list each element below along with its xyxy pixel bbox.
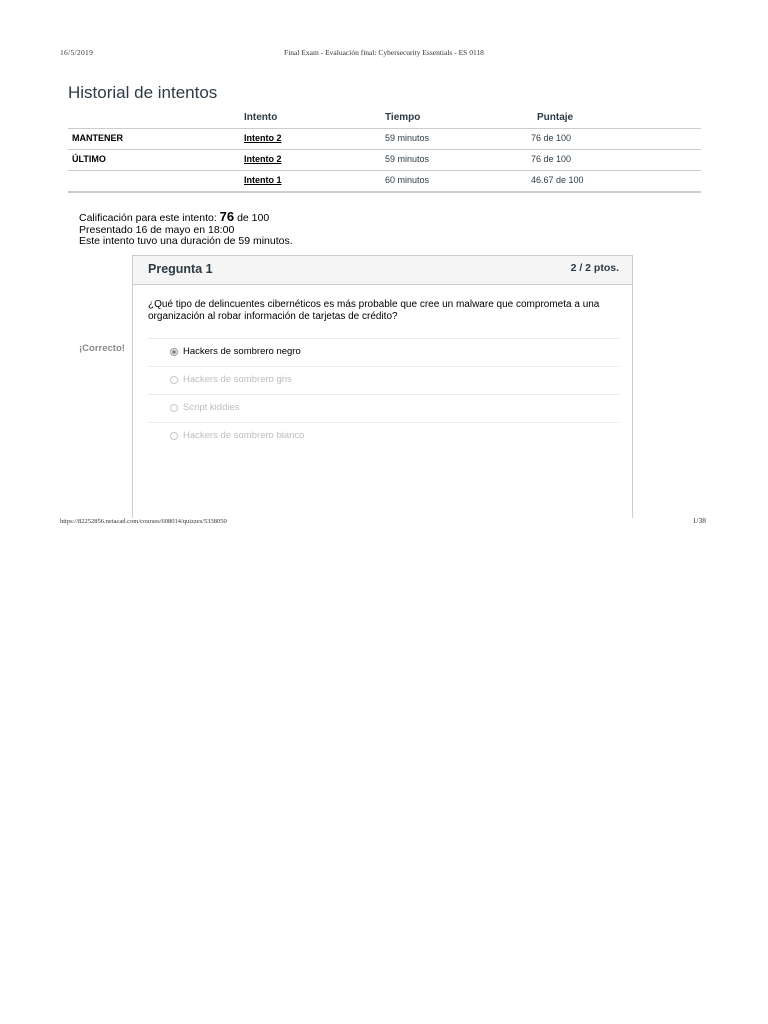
grade-prefix: Calificación para este intento: — [79, 212, 217, 224]
table-row — [68, 171, 701, 193]
attempt-summary — [79, 211, 293, 248]
radio-icon[interactable] — [170, 376, 178, 384]
attempt-link[interactable]: Intento 2 — [244, 154, 282, 164]
grade-suffix: de 100 — [237, 212, 270, 224]
attempt-score: 46.67 de 100 — [531, 175, 584, 185]
answer-text: Hackers de sombrero negro — [183, 346, 301, 357]
answer-option[interactable] — [148, 366, 619, 394]
attempt-time: 60 minutos — [385, 175, 430, 185]
header-score: Puntaje — [537, 112, 574, 123]
attempt-link[interactable]: Intento 1 — [244, 175, 282, 185]
attempt-history-title: Historial de intentos — [68, 83, 218, 102]
answer-option[interactable] — [148, 422, 619, 450]
table-row — [68, 129, 701, 150]
print-document-title: Final Exam - Evaluación final: Cybersecurity Essentials - ES 0118 — [284, 48, 484, 57]
answer-list — [148, 338, 619, 450]
radio-icon[interactable] — [170, 432, 178, 440]
attempt-link[interactable]: Intento 2 — [244, 133, 282, 143]
radio-icon[interactable] — [170, 404, 178, 412]
attempt-history-table — [68, 108, 701, 193]
print-page-number: 1/38 — [692, 516, 706, 525]
question-header — [133, 256, 632, 285]
duration-line: Este intento tuvo una duración de 59 minutos. — [79, 235, 293, 247]
question-title: Pregunta 1 — [148, 262, 213, 276]
attempt-score: 76 de 100 — [531, 154, 572, 164]
attempt-history-header-row — [68, 108, 701, 129]
attempt-time: 59 minutos — [385, 133, 430, 143]
print-date: 16/5/2019 — [60, 48, 94, 57]
print-footer — [0, 516, 768, 528]
answer-text: Hackers de sombrero gris — [183, 374, 292, 385]
answer-text: Hackers de sombrero blanco — [183, 430, 305, 441]
answer-option[interactable] — [148, 394, 619, 422]
grade-value: 76 — [219, 209, 235, 224]
attempt-score: 76 de 100 — [531, 133, 572, 143]
submitted-line: Presentado 16 de mayo en 18:00 — [79, 223, 235, 236]
question-points: 2 / 2 ptos. — [570, 262, 619, 274]
header-time: Tiempo — [385, 112, 421, 123]
table-row — [68, 150, 701, 171]
radio-selected-icon[interactable] — [170, 348, 178, 356]
answer-text: Script kiddies — [183, 402, 240, 413]
question-text: ¿Qué tipo de delincuentes cibernéticos es más probable que cree un malware que comprometa a una organización al robar información de tarjetas de crédito? — [148, 299, 600, 322]
header-attempt: Intento — [244, 112, 278, 123]
attempt-row-label: ÚLTIMO — [72, 154, 106, 164]
grade-line — [79, 211, 293, 225]
correct-status-label: ¡Correcto! — [79, 343, 125, 354]
attempt-row-label: MANTENER — [72, 133, 123, 143]
attempt-time: 59 minutos — [385, 154, 430, 164]
answer-option[interactable] — [148, 338, 619, 366]
print-header — [0, 48, 768, 60]
question-card — [132, 255, 633, 518]
print-url: https://82252856.netacad.com/courses/608014/quizzes/5338050 — [60, 518, 227, 525]
